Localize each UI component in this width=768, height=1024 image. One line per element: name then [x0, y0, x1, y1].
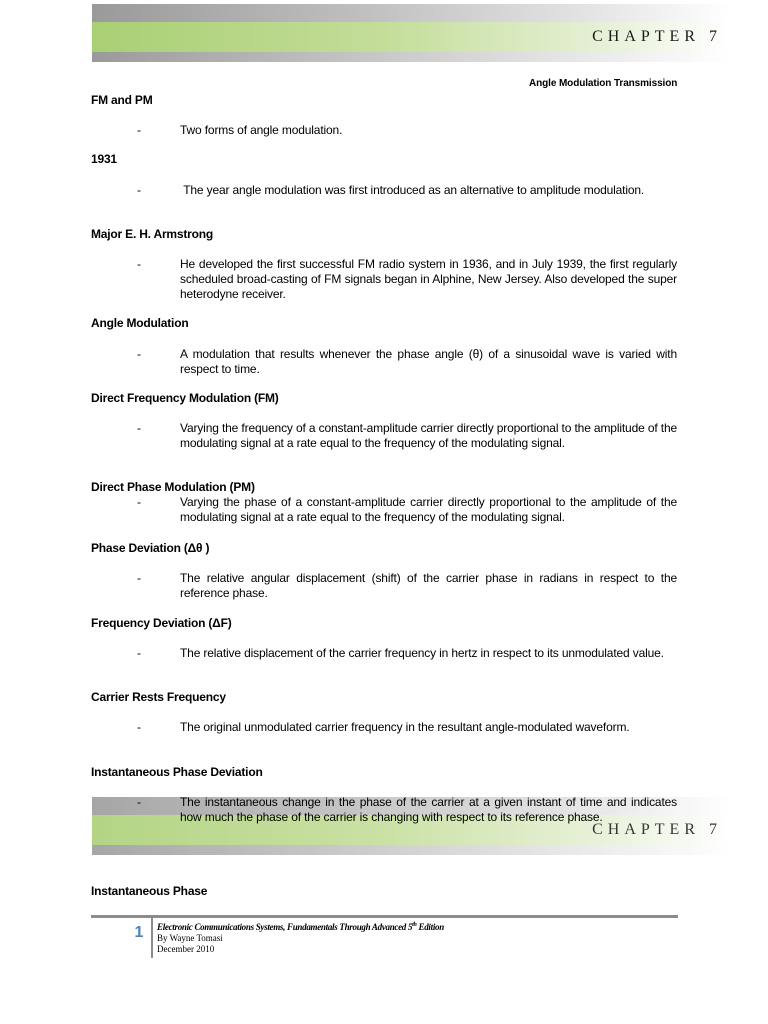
bullet-dash: - — [137, 257, 141, 271]
definition-armstrong: He developed the first successful FM radio system in 1936, and in July 1939, the first regularly scheduled broad-casting of FM signals began in Alphine, New Jersey. Also developed the super heterodyne receiver. — [180, 257, 677, 301]
footer-book-title: Electronic Communications Systems, Fundamentals Through Advanced 5th Edition — [157, 922, 444, 932]
term-direct-fm: Direct Frequency Modulation (FM) — [91, 391, 279, 405]
footer-date: December 2010 — [157, 944, 215, 954]
chapter-banner-top — [92, 4, 730, 60]
definition-angle-modulation: A modulation that results whenever the phase angle (θ) of a sinusoidal wave is varied with respect to time. — [180, 347, 677, 376]
term-angle-modulation: Angle Modulation — [91, 316, 189, 330]
definition-instantaneous-phase-deviation: The instantaneous change in the phase of the carrier at a given instant of time and indicates how much the phase of the carrier is changing with respect to its reference phase. — [180, 795, 677, 824]
bullet-dash: - — [137, 720, 141, 734]
definition-phase-deviation: The relative angular displacement (shift) of the carrier phase in radians in respect to the reference phase. — [180, 571, 677, 600]
term-direct-pm: Direct Phase Modulation (PM) — [91, 480, 255, 494]
running-head: Angle Modulation Transmission — [529, 78, 678, 89]
definition-frequency-deviation: The relative displacement of the carrier frequency in hertz in respect to its unmodulated value. — [180, 646, 664, 660]
term-phase-deviation: Phase Deviation (Δθ ) — [91, 541, 210, 555]
term-instantaneous-phase: Instantaneous Phase — [91, 884, 208, 898]
term-armstrong: Major E. H. Armstrong — [91, 227, 214, 241]
definition-direct-pm: Varying the phase of a constant-amplitude carrier directly proportional to the amplitude of the modulating signal at a rate equal to the frequency of the modulating signal. — [180, 495, 677, 524]
definition-fm-and-pm: Two forms of angle modulation. — [180, 123, 343, 137]
term-fm-and-pm: FM and PM — [91, 93, 153, 107]
definition-1931: The year angle modulation was first introduced as an alternative to amplitude modulation. — [180, 183, 645, 197]
bullet-dash: - — [137, 183, 141, 197]
bullet-dash: - — [137, 571, 141, 585]
chapter-label: CHAPTER 7 — [592, 28, 722, 45]
footer-divider — [151, 918, 153, 958]
footer-author: By Wayne Tomasi — [157, 933, 223, 943]
bullet-dash: - — [137, 795, 141, 809]
term-1931: 1931 — [91, 152, 117, 166]
page-number: 1 — [134, 924, 144, 941]
footer-citation — [157, 920, 444, 955]
bullet-dash: - — [137, 495, 141, 509]
bullet-dash: - — [137, 347, 141, 361]
definition-carrier-rest-frequency: The original unmodulated carrier frequency in the resultant angle-modulated waveform. — [180, 720, 630, 734]
chapter-label: CHAPTER 7 — [592, 821, 722, 838]
term-instantaneous-phase-deviation: Instantaneous Phase Deviation — [91, 765, 263, 779]
term-carrier-rest-frequency: Carrier Rests Frequency — [91, 690, 226, 704]
edition-superscript: th — [412, 922, 417, 928]
banner-bottom-strip — [92, 52, 730, 62]
term-frequency-deviation: Frequency Deviation (ΔF) — [91, 616, 232, 630]
banner-bottom-strip — [92, 845, 730, 855]
bullet-dash: - — [137, 646, 141, 660]
definition-direct-fm: Varying the frequency of a constant-amplitude carrier directly proportional to the amplitude of the modulating signal at a rate equal to the frequency of the modulating signal. — [180, 421, 677, 450]
bullet-dash: - — [137, 421, 141, 435]
footer-rule — [91, 915, 678, 918]
banner-top-strip — [92, 4, 730, 22]
bullet-dash: - — [137, 123, 141, 137]
